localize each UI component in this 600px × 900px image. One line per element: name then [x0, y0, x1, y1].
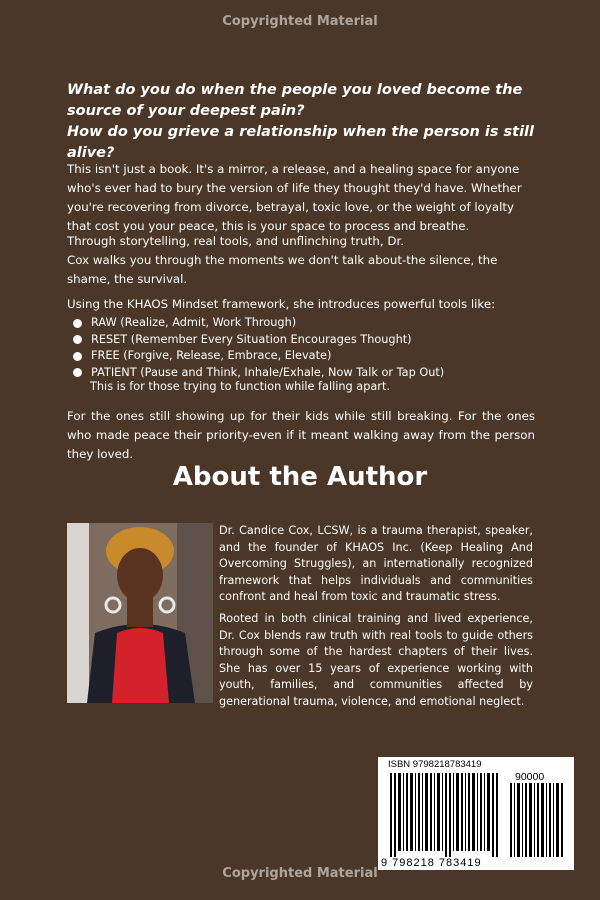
list-item: [73, 315, 444, 332]
tool-reset: RESET (Remember Every Situation Encourages Thought): [91, 332, 412, 346]
list-item: [73, 348, 444, 365]
storytelling-paragraph: [67, 232, 535, 289]
storytelling-line-2: Cox walks you through the moments we don't talk about-the silence, the shame, the survival.: [67, 253, 498, 286]
tool-raw: RAW (Realize, Admit, Work Through): [91, 316, 297, 329]
tool-free: FREE (Forgive, Release, Embrace, Elevate): [91, 349, 332, 362]
tools-note: This is for those trying to function while falling apart.: [90, 380, 390, 393]
bio-paragraph-1: Dr. Candice Cox, LCSW, is a trauma therapist, speaker, and the founder of KHAOS Inc. (Keep Healing And Overcoming Struggles), an internationally recognized framework that helps individuals and communities confront and heal from toxic and traumatic stress.: [219, 524, 533, 604]
barcode-digits: 9 798218 783419: [381, 857, 482, 869]
author-bio: [219, 523, 533, 716]
framework-intro: Using the KHAOS Mindset framework, she introduces powerful tools like:: [67, 297, 496, 311]
storytelling-line-1: Through storytelling, real tools, and unflinching truth, Dr.: [67, 234, 404, 248]
watermark-top: Copyrighted Material: [222, 14, 378, 29]
tool-patient: PATIENT (Pause and Think, Inhale/Exhale, Now Talk or Tap Out): [91, 365, 445, 379]
hook-questions: [67, 80, 535, 164]
watermark-bottom: Copyrighted Material: [222, 866, 378, 881]
bullet-icon: [73, 368, 82, 377]
closing-paragraph: For the ones still showing up for their kids while still breaking. For the ones who made peace their priority-even if it meant walking away from the person they loved.: [67, 409, 535, 461]
list-item: [73, 332, 444, 349]
tools-list: [73, 315, 444, 381]
isbn-label: ISBN 9798218783419: [388, 759, 482, 770]
question-1: What do you do when the people you loved become the source of your deepest pain?: [67, 82, 523, 119]
bullet-icon: [73, 335, 82, 344]
bullet-icon: [73, 352, 82, 361]
question-2: How do you grieve a relationship when the person is still alive?: [67, 124, 535, 161]
price-code: 90000: [515, 771, 545, 783]
list-item: [73, 365, 444, 382]
author-photo: [67, 523, 213, 703]
back-cover-text: [67, 80, 535, 461]
barcode-icon: [390, 773, 572, 857]
isbn-barcode: [378, 757, 574, 870]
about-heading: About the Author: [172, 462, 428, 492]
bio-paragraph-2: Rooted in both clinical training and lived experience, Dr. Cox blends raw truth with real tools to guide others through some of the hardest chapters of their lives. She has over 15 years of experience working with youth, families, and communities affected by generational trauma, violence, and emotional neglect.: [219, 611, 533, 708]
bullet-icon: [73, 319, 82, 328]
intro-paragraph: This isn't just a book. It's a mirror, a release, and a healing space for anyone who's ever had to bury the version of life they thought they'd have. Whether you're recovering from divorce, betrayal, toxic love, or the weight of loyalty that cost you your peace, this is your space to process and breathe.: [67, 162, 522, 233]
